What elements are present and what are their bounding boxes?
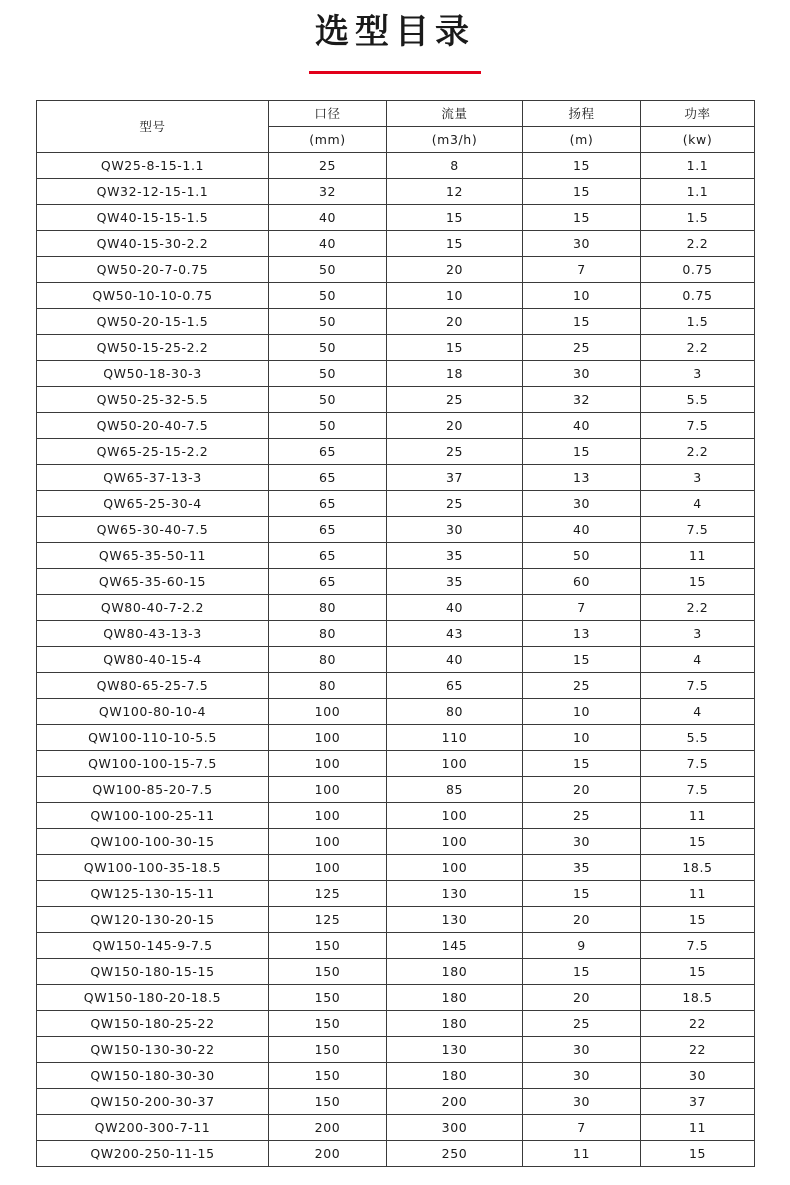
cell-power: 11 [641,880,755,906]
cell-model: QW100-100-35-18.5 [37,854,269,880]
cell-model: QW80-43-13-3 [37,620,269,646]
cell-model: QW25-8-15-1.1 [37,152,269,178]
cell-head: 32 [523,386,641,412]
cell-bore: 32 [269,178,387,204]
table-row [37,568,755,594]
cell-bore: 50 [269,334,387,360]
table-row [37,334,755,360]
cell-power: 15 [641,906,755,932]
table-row [37,464,755,490]
cell-flow: 25 [387,490,523,516]
table-row [37,1088,755,1114]
table-row [37,698,755,724]
cell-flow: 40 [387,646,523,672]
cell-flow: 80 [387,698,523,724]
cell-power: 4 [641,490,755,516]
cell-power: 7.5 [641,750,755,776]
cell-power: 1.5 [641,308,755,334]
cell-power: 7.5 [641,516,755,542]
table-header [37,100,755,152]
table-row [37,750,755,776]
cell-model: QW65-30-40-7.5 [37,516,269,542]
column-unit-bore: (mm) [269,126,387,152]
table-row [37,854,755,880]
table-row [37,932,755,958]
cell-head: 25 [523,334,641,360]
cell-flow: 37 [387,464,523,490]
cell-model: QW65-35-60-15 [37,568,269,594]
cell-flow: 43 [387,620,523,646]
table-row [37,230,755,256]
cell-power: 2.2 [641,230,755,256]
cell-head: 7 [523,1114,641,1140]
cell-power: 15 [641,828,755,854]
cell-model: QW150-130-30-22 [37,1036,269,1062]
table-row [37,802,755,828]
cell-flow: 15 [387,334,523,360]
cell-head: 15 [523,750,641,776]
cell-flow: 65 [387,672,523,698]
table-row [37,308,755,334]
cell-power: 3 [641,360,755,386]
cell-flow: 145 [387,932,523,958]
cell-model: QW40-15-15-1.5 [37,204,269,230]
cell-power: 15 [641,568,755,594]
cell-power: 5.5 [641,724,755,750]
cell-bore: 25 [269,152,387,178]
cell-power: 4 [641,698,755,724]
cell-flow: 180 [387,1062,523,1088]
cell-flow: 20 [387,412,523,438]
table-row [37,594,755,620]
cell-model: QW150-200-30-37 [37,1088,269,1114]
cell-flow: 8 [387,152,523,178]
cell-flow: 100 [387,828,523,854]
cell-bore: 100 [269,724,387,750]
table-row [37,412,755,438]
cell-power: 2.2 [641,594,755,620]
cell-bore: 200 [269,1114,387,1140]
header-row-names [37,100,755,126]
cell-head: 10 [523,724,641,750]
cell-bore: 150 [269,1088,387,1114]
table-row [37,256,755,282]
cell-power: 7.5 [641,776,755,802]
column-header-head: 扬程 [523,100,641,126]
table-row [37,906,755,932]
table-row [37,672,755,698]
cell-model: QW50-18-30-3 [37,360,269,386]
cell-head: 50 [523,542,641,568]
cell-head: 30 [523,1036,641,1062]
cell-bore: 150 [269,1010,387,1036]
cell-power: 5.5 [641,386,755,412]
cell-model: QW120-130-20-15 [37,906,269,932]
cell-bore: 50 [269,256,387,282]
cell-bore: 100 [269,750,387,776]
cell-flow: 250 [387,1140,523,1166]
cell-power: 37 [641,1088,755,1114]
cell-head: 40 [523,412,641,438]
cell-bore: 40 [269,230,387,256]
table-row [37,1036,755,1062]
cell-model: QW32-12-15-1.1 [37,178,269,204]
column-header-model: 型号 [37,100,269,152]
cell-bore: 65 [269,542,387,568]
cell-flow: 130 [387,906,523,932]
cell-head: 15 [523,308,641,334]
table-row [37,1114,755,1140]
cell-power: 4 [641,646,755,672]
cell-bore: 100 [269,698,387,724]
cell-model: QW50-20-40-7.5 [37,412,269,438]
cell-power: 22 [641,1010,755,1036]
cell-bore: 40 [269,204,387,230]
cell-flow: 20 [387,256,523,282]
table-body [37,152,755,1166]
cell-bore: 80 [269,620,387,646]
cell-model: QW80-40-7-2.2 [37,594,269,620]
cell-power: 3 [641,620,755,646]
cell-head: 10 [523,698,641,724]
cell-power: 30 [641,1062,755,1088]
table-row [37,1140,755,1166]
spec-table-wrapper [36,100,754,1167]
cell-model: QW100-85-20-7.5 [37,776,269,802]
cell-flow: 35 [387,568,523,594]
cell-head: 13 [523,464,641,490]
cell-power: 2.2 [641,334,755,360]
cell-flow: 100 [387,802,523,828]
cell-bore: 80 [269,646,387,672]
cell-flow: 100 [387,750,523,776]
cell-flow: 130 [387,880,523,906]
cell-head: 7 [523,594,641,620]
cell-model: QW125-130-15-11 [37,880,269,906]
cell-flow: 12 [387,178,523,204]
cell-flow: 110 [387,724,523,750]
cell-power: 7.5 [641,932,755,958]
cell-flow: 25 [387,438,523,464]
title-underline [309,71,481,74]
cell-bore: 150 [269,1036,387,1062]
cell-power: 15 [641,1140,755,1166]
cell-head: 7 [523,256,641,282]
cell-flow: 130 [387,1036,523,1062]
table-row [37,542,755,568]
table-row [37,438,755,464]
cell-bore: 150 [269,1062,387,1088]
cell-flow: 35 [387,542,523,568]
cell-power: 15 [641,958,755,984]
cell-head: 60 [523,568,641,594]
cell-power: 2.2 [641,438,755,464]
cell-bore: 65 [269,490,387,516]
cell-power: 0.75 [641,256,755,282]
table-row [37,360,755,386]
cell-bore: 65 [269,568,387,594]
cell-model: QW65-35-50-11 [37,542,269,568]
table-row [37,282,755,308]
cell-head: 25 [523,1010,641,1036]
cell-flow: 180 [387,984,523,1010]
cell-power: 11 [641,802,755,828]
column-header-power: 功率 [641,100,755,126]
table-row [37,958,755,984]
cell-flow: 200 [387,1088,523,1114]
cell-model: QW65-25-15-2.2 [37,438,269,464]
cell-bore: 65 [269,464,387,490]
page-title: 选型目录 [315,12,475,52]
cell-flow: 25 [387,386,523,412]
cell-head: 30 [523,828,641,854]
cell-power: 1.1 [641,152,755,178]
cell-bore: 50 [269,308,387,334]
cell-bore: 50 [269,282,387,308]
cell-flow: 18 [387,360,523,386]
cell-flow: 300 [387,1114,523,1140]
cell-bore: 80 [269,672,387,698]
cell-flow: 30 [387,516,523,542]
cell-model: QW50-20-15-1.5 [37,308,269,334]
table-row [37,984,755,1010]
cell-head: 11 [523,1140,641,1166]
cell-bore: 100 [269,854,387,880]
column-header-bore: 口径 [269,100,387,126]
cell-flow: 10 [387,282,523,308]
cell-head: 10 [523,282,641,308]
cell-bore: 125 [269,880,387,906]
cell-bore: 50 [269,412,387,438]
table-row [37,1062,755,1088]
cell-model: QW100-110-10-5.5 [37,724,269,750]
table-row [37,178,755,204]
cell-flow: 180 [387,958,523,984]
cell-head: 9 [523,932,641,958]
cell-bore: 100 [269,776,387,802]
table-row [37,880,755,906]
cell-bore: 65 [269,516,387,542]
cell-model: QW150-180-20-18.5 [37,984,269,1010]
cell-power: 3 [641,464,755,490]
column-header-flow: 流量 [387,100,523,126]
cell-head: 30 [523,360,641,386]
cell-head: 15 [523,438,641,464]
cell-head: 15 [523,204,641,230]
cell-head: 20 [523,906,641,932]
cell-head: 30 [523,230,641,256]
table-row [37,516,755,542]
cell-head: 25 [523,672,641,698]
cell-bore: 200 [269,1140,387,1166]
cell-head: 40 [523,516,641,542]
cell-flow: 15 [387,230,523,256]
column-unit-power: (kw) [641,126,755,152]
cell-head: 25 [523,802,641,828]
cell-bore: 80 [269,594,387,620]
cell-head: 30 [523,490,641,516]
cell-bore: 100 [269,828,387,854]
table-row [37,386,755,412]
cell-flow: 180 [387,1010,523,1036]
cell-head: 30 [523,1088,641,1114]
table-row [37,724,755,750]
cell-model: QW65-37-13-3 [37,464,269,490]
column-unit-head: (m) [523,126,641,152]
cell-flow: 85 [387,776,523,802]
cell-bore: 65 [269,438,387,464]
cell-model: QW100-100-30-15 [37,828,269,854]
cell-head: 20 [523,776,641,802]
table-row [37,646,755,672]
cell-head: 15 [523,880,641,906]
cell-power: 11 [641,1114,755,1140]
cell-model: QW200-250-11-15 [37,1140,269,1166]
cell-model: QW150-180-15-15 [37,958,269,984]
cell-bore: 50 [269,386,387,412]
cell-model: QW50-25-32-5.5 [37,386,269,412]
spec-table [36,100,755,1167]
cell-head: 30 [523,1062,641,1088]
table-row [37,828,755,854]
cell-bore: 150 [269,932,387,958]
table-row [37,490,755,516]
cell-flow: 40 [387,594,523,620]
cell-flow: 20 [387,308,523,334]
table-row [37,1010,755,1036]
cell-model: QW200-300-7-11 [37,1114,269,1140]
cell-model: QW100-80-10-4 [37,698,269,724]
cell-bore: 150 [269,984,387,1010]
cell-head: 15 [523,646,641,672]
cell-power: 1.5 [641,204,755,230]
cell-power: 1.1 [641,178,755,204]
column-unit-flow: (m3/h) [387,126,523,152]
cell-model: QW50-10-10-0.75 [37,282,269,308]
cell-bore: 150 [269,958,387,984]
cell-power: 0.75 [641,282,755,308]
cell-head: 20 [523,984,641,1010]
cell-model: QW65-25-30-4 [37,490,269,516]
cell-head: 15 [523,958,641,984]
cell-model: QW100-100-15-7.5 [37,750,269,776]
cell-flow: 15 [387,204,523,230]
table-row [37,204,755,230]
cell-bore: 100 [269,802,387,828]
cell-model: QW150-180-30-30 [37,1062,269,1088]
table-row [37,152,755,178]
cell-model: QW100-100-25-11 [37,802,269,828]
cell-head: 15 [523,178,641,204]
cell-power: 7.5 [641,672,755,698]
cell-head: 15 [523,152,641,178]
table-row [37,776,755,802]
cell-head: 35 [523,854,641,880]
cell-power: 18.5 [641,984,755,1010]
cell-model: QW150-180-25-22 [37,1010,269,1036]
cell-model: QW150-145-9-7.5 [37,932,269,958]
cell-bore: 125 [269,906,387,932]
cell-power: 11 [641,542,755,568]
cell-power: 7.5 [641,412,755,438]
cell-model: QW50-15-25-2.2 [37,334,269,360]
table-row [37,620,755,646]
cell-model: QW80-40-15-4 [37,646,269,672]
cell-model: QW50-20-7-0.75 [37,256,269,282]
title-block [0,0,790,74]
cell-model: QW40-15-30-2.2 [37,230,269,256]
cell-bore: 50 [269,360,387,386]
cell-power: 18.5 [641,854,755,880]
cell-flow: 100 [387,854,523,880]
cell-head: 13 [523,620,641,646]
cell-power: 22 [641,1036,755,1062]
cell-model: QW80-65-25-7.5 [37,672,269,698]
